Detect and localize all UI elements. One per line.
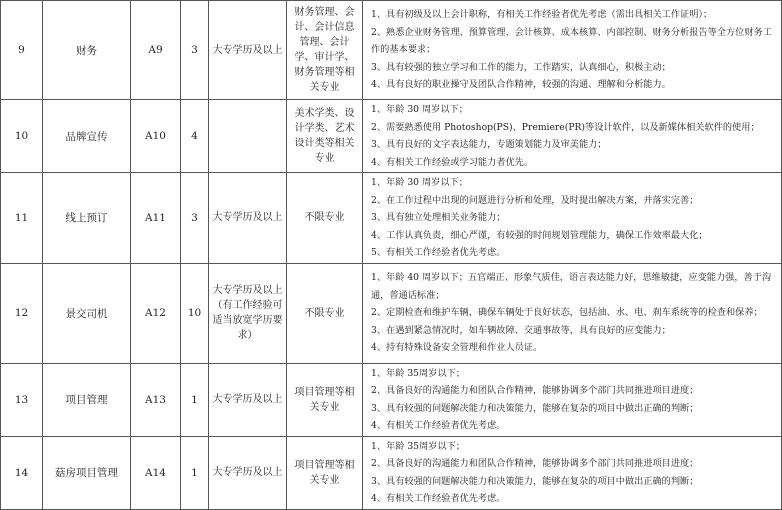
requirement-line: 3、在遇到紧急情况时，如车辆故障、交通事故等，具有良好的应变能力； (371, 324, 671, 336)
requirement-line: 1、具有初级及以上会计职称，有相关工作经验者优先考虑（需出具相关工作证明）； (371, 9, 713, 21)
requirement-line: 4、具有良好的职业操守及团队合作精神，较强的沟通、理解和分析能力。 (371, 79, 671, 91)
education-requirement: 大专学历及以上 (212, 467, 283, 478)
position-code: A14 (131, 436, 181, 509)
position-code: A10 (131, 100, 181, 173)
hire-count: 3 (181, 173, 209, 264)
requirement-line: 3、具有较强的问题解决能力和决策能力，能够在复杂的项目中做出正确的判断； (371, 402, 699, 414)
job-requirements (363, 263, 782, 363)
requirement-line: 2、具备良好的沟通能力和团队合作精神，能够协调多个部门共同推进项目进度； (371, 458, 699, 469)
education-requirement: 大专学历及以上 (212, 394, 283, 405)
hire-count: 3 (181, 1, 209, 100)
position-name: 菇房项目管理 (43, 436, 131, 509)
position-name: 项目管理 (43, 363, 131, 436)
requirement-line: 3、具有独立处理相关业务能力； (371, 212, 506, 223)
row-number: 13 (1, 363, 43, 436)
hire-count: 10 (181, 263, 209, 363)
job-requirements (363, 100, 782, 173)
requirement-line: 5、有相关工作经验者优先考虑。 (371, 247, 506, 258)
row-number: 9 (1, 1, 43, 100)
major-requirement: 不限专业 (304, 307, 345, 319)
education-requirement: 大专学历及以上 (212, 44, 283, 56)
hire-count: 4 (181, 100, 209, 173)
requirement-line: 1、年龄 35周岁以下； (371, 440, 465, 452)
requirement-line: 2、需要熟悉使用 Photoshop(PS)、Premiere(PR)等设计软件，以及新媒体相关软件的使用； (371, 121, 760, 133)
row-number: 12 (1, 263, 43, 363)
requirement-line: 3、具有良好的文字表达能力，专题策划能力及审美能力； (371, 139, 607, 150)
major-requirement: 项目管理等相关专业 (294, 386, 355, 413)
table-row (1, 1, 782, 100)
education-requirement: 大专学历及以上 (212, 212, 283, 224)
requirement-line: 2、在工作过程中出现的问题进行分析和处理，及时提出解决方案，并落实完善； (371, 194, 699, 206)
hire-count: 1 (181, 363, 209, 436)
major-requirement: 美术学类、设计学类、艺术设计类等相关专业 (294, 108, 355, 164)
row-number: 11 (1, 173, 43, 264)
requirement-line: 1、年龄 30 周岁以下； (371, 104, 468, 115)
requirement-line: 3、具有较强的独立学习和工作的能力，工作踏实，认真细心，积极主动； (371, 61, 671, 73)
requirement-line: 4、有相关工作经验者优先考虑。 (371, 420, 506, 431)
position-name: 线上预订 (43, 173, 131, 264)
row-number: 10 (1, 100, 43, 173)
table-row (1, 100, 782, 173)
major-requirement: 项目管理等相关专业 (294, 459, 355, 486)
requirement-line: 2、熟悉企业财务管理、预算管理、会计核算、成本核算、内部控制、财务分析报告等全方位财务工作的基本要求； (371, 26, 772, 56)
job-requirements (363, 1, 782, 100)
job-requirements (363, 173, 782, 264)
requirement-line: 1、年龄 40 周岁以下；五官端正、形象气质佳，语言表达能力好，思维敏捷，应变能力强，善于沟通，普通话标准； (371, 272, 772, 301)
position-code: A9 (131, 1, 181, 100)
requirement-line: 4、有相关工作经验或学习能力者优先。 (371, 156, 534, 168)
requirement-line: 2、定期检查和维护车辆，确保车辆处于良好状态，包括油、水、电、刹车系统等的检查和保养； (371, 307, 763, 319)
table-row (1, 363, 782, 436)
position-name: 品牌宣传 (43, 100, 131, 173)
requirement-line: 4、有相关工作经验者优先考虑。 (371, 493, 506, 504)
major-requirement: 不限专业 (304, 212, 345, 224)
requirement-line: 1、年龄 30 周岁以下； (371, 177, 468, 188)
position-code: A11 (131, 173, 181, 264)
requirement-line: 4、持有特殊设备安全管理和作业人员证。 (371, 342, 543, 354)
position-code: A12 (131, 263, 181, 363)
table-row (1, 263, 782, 363)
position-name: 景交司机 (43, 263, 131, 363)
job-requirements (363, 363, 782, 436)
position-code: A13 (131, 363, 181, 436)
row-number: 14 (1, 436, 43, 509)
requirement-line: 3、具有较强的问题解决能力和决策能力，能够在复杂的项目中做出正确的判断； (371, 475, 699, 487)
major-requirement: 财务管理、会计、会计信息管理、会计学、审计学、财务管理等相关专业 (294, 7, 355, 93)
hire-count: 1 (181, 436, 209, 509)
table-row (1, 436, 782, 509)
education-requirement: 大专学历及以上（有工作经验可适当放宽学历要求） (212, 285, 283, 341)
table-row (1, 173, 782, 264)
requirement-line: 1、年龄 35周岁以下； (371, 367, 465, 379)
job-requirements (363, 436, 782, 509)
requirement-line: 2、具备良好的沟通能力和团队合作精神，能够协调多个部门共同推进项目进度； (371, 385, 699, 396)
requirement-line: 4、工作认真负责，细心严谨，有较强的时间规划管理能力，确保工作效率最大化； (371, 229, 708, 241)
position-name: 财务 (43, 1, 131, 100)
